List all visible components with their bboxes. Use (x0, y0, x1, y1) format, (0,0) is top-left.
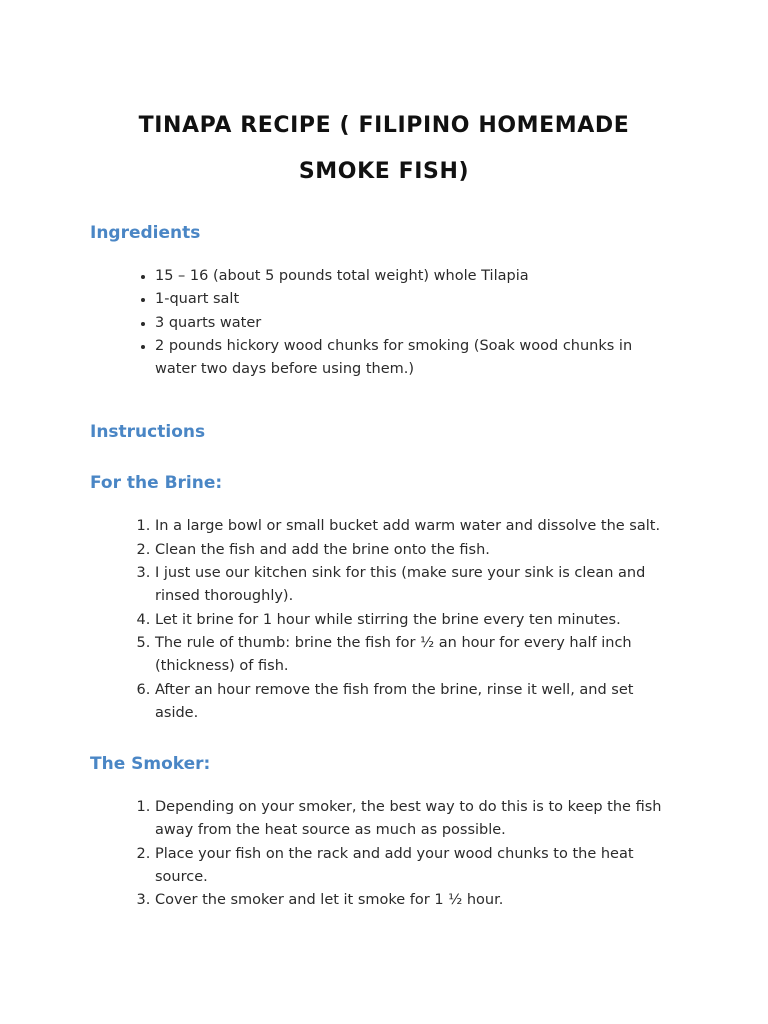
brine-step: 4. Let it brine for 1 hour while stirring the brine every ten minutes. (155, 609, 678, 632)
brine-step: 6. After an hour remove the fish from the brine, rinse it well, and set aside. (155, 679, 678, 726)
ingredient-item: • 1-quart salt (155, 288, 678, 311)
smoker-step: 2. Place your fish on the rack and add your wood chunks to the heat source. (155, 843, 678, 890)
ingredient-item: • 2 pounds hickory wood chunks for smoking (Soak wood chunks in water two days before using them.) (155, 335, 678, 382)
ingredients-list (90, 265, 678, 381)
smoker-step: 1. Depending on your smoker, the best way to do this is to keep the fish away from the heat source as much as possible. (155, 796, 678, 843)
ingredient-item: • 3 quarts water (155, 312, 678, 335)
smoker-step: 3. Cover the smoker and let it smoke for 1 ½ hour. (155, 889, 678, 912)
smoker-steps-list (90, 796, 678, 912)
brine-steps-list (90, 515, 678, 725)
brine-step: 3. I just use our kitchen sink for this (make sure your sink is clean and rinsed thoroughly). (155, 562, 678, 609)
brine-heading: For the Brine: (90, 473, 223, 494)
ingredient-item: • 15 – 16 (about 5 pounds total weight) whole Tilapia (155, 265, 678, 288)
brine-step: 2. Clean the fish and add the brine onto the fish. (155, 539, 678, 562)
page-title-line-1: TINAPA RECIPE ( FILIPINO HOMEMADE (138, 113, 630, 138)
page-title (90, 0, 678, 195)
smoker-heading: The Smoker: (90, 754, 211, 775)
page-title-line-2: SMOKE FISH) (298, 159, 470, 184)
instructions-heading: Instructions (90, 422, 206, 443)
brine-step: 5. The rule of thumb: brine the fish for ½ an hour for every half inch (thickness) of fish. (155, 632, 678, 679)
ingredients-heading: Ingredients (90, 223, 201, 243)
brine-step: 1. In a large bowl or small bucket add warm water and dissolve the salt. (155, 515, 678, 538)
